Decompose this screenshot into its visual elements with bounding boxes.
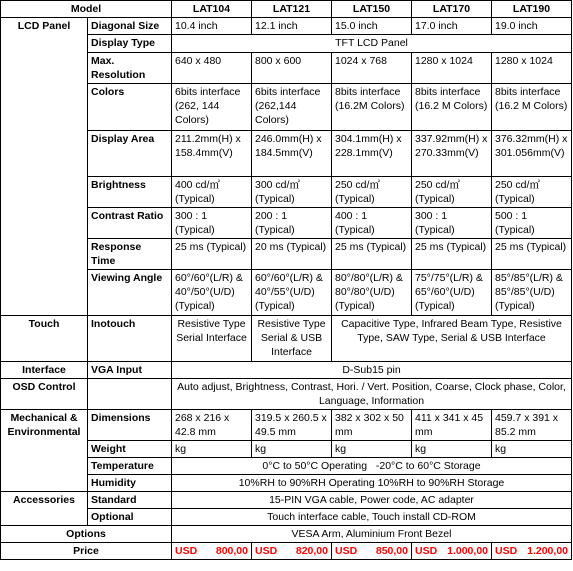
cell-weight-lat150: kg bbox=[332, 441, 412, 458]
header-lat190: LAT190 bbox=[492, 1, 572, 18]
label-weight: Weight bbox=[88, 441, 172, 458]
cell-dimensions-lat104: 268 x 216 x 42.8 mm bbox=[172, 410, 252, 441]
cell-contrast-lat150: 400 : 1 (Typical) bbox=[332, 208, 412, 239]
cell-contrast-lat170: 300 : 1 (Typical) bbox=[412, 208, 492, 239]
price-value-lat190: 1.200,00 bbox=[527, 545, 568, 557]
price-currency: USD bbox=[175, 545, 198, 557]
cell-response-lat190: 25 ms (Typical) bbox=[492, 239, 572, 270]
label-contrast-ratio: Contrast Ratio bbox=[88, 208, 172, 239]
cell-brightness-lat170: 250 cd/㎡ (Typical) bbox=[412, 177, 492, 208]
price-value-lat150: 850,00 bbox=[375, 545, 408, 557]
cell-touch-lat121: Resistive Type Serial & USB Interface bbox=[252, 316, 332, 362]
label-diagonal-size: Diagonal Size bbox=[88, 18, 172, 35]
label-dimensions: Dimensions bbox=[88, 410, 172, 441]
header-lat170: LAT170 bbox=[412, 1, 492, 18]
row-dimensions bbox=[1, 410, 572, 441]
cell-touch-lat150-190: Capacitive Type, Infrared Beam Type, Resistive Type, SAW Type, Serial & USB Interface bbox=[332, 316, 572, 362]
cell-brightness-lat104: 400 cd/㎡ (Typical) bbox=[172, 177, 252, 208]
label-max-resolution: Max. Resolution bbox=[88, 53, 172, 84]
cell-weight-lat121: kg bbox=[252, 441, 332, 458]
label-response-time: Response Time bbox=[88, 239, 172, 270]
cell-brightness-lat150: 250 cd/㎡ (Typical) bbox=[332, 177, 412, 208]
section-interface: Interface bbox=[1, 362, 88, 379]
header-lat121: LAT121 bbox=[252, 1, 332, 18]
cell-resolution-lat170: 1280 x 1024 bbox=[412, 53, 492, 84]
cell-diagonal-lat121: 12.1 inch bbox=[252, 18, 332, 35]
cell-dimensions-lat190: 459.7 x 391 x 85.2 mm bbox=[492, 410, 572, 441]
cell-brightness-lat121: 300 cd/㎡ (Typical) bbox=[252, 177, 332, 208]
cell-response-lat104: 25 ms (Typical) bbox=[172, 239, 252, 270]
price-currency: USD bbox=[495, 545, 518, 557]
cell-resolution-lat121: 800 x 600 bbox=[252, 53, 332, 84]
cell-osd-control: Auto adjust, Brightness, Contrast, Hori. / Vert. Position, Coarse, Clock phase, Color, Language, Information bbox=[172, 379, 572, 410]
cell-contrast-lat104: 300 : 1 (Typical) bbox=[172, 208, 252, 239]
cell-diagonal-lat104: 10.4 inch bbox=[172, 18, 252, 35]
header-model: Model bbox=[1, 1, 172, 18]
section-accessories: Accessories bbox=[1, 492, 88, 526]
section-osd-control: OSD Control bbox=[1, 379, 88, 410]
cell-area-lat121: 246.0mm(H) x 184.5mm(V) bbox=[252, 131, 332, 177]
price-lat150 bbox=[332, 543, 412, 560]
cell-standard: 15-PIN VGA cable, Power code, AC adapter bbox=[172, 492, 572, 509]
cell-diagonal-lat190: 19.0 inch bbox=[492, 18, 572, 35]
label-temperature: Temperature bbox=[88, 458, 172, 475]
label-optional: Optional bbox=[88, 509, 172, 526]
row-options bbox=[1, 526, 572, 543]
section-touch: Touch bbox=[1, 316, 88, 362]
cell-response-lat170: 25 ms (Typical) bbox=[412, 239, 492, 270]
cell-contrast-lat190: 500 : 1 (Typical) bbox=[492, 208, 572, 239]
price-value-lat170: 1.000,00 bbox=[447, 545, 488, 557]
label-osd-empty bbox=[88, 379, 172, 410]
price-lat190 bbox=[492, 543, 572, 560]
cell-vga-input: D-Sub15 pin bbox=[172, 362, 572, 379]
row-interface bbox=[1, 362, 572, 379]
cell-resolution-lat190: 1280 x 1024 bbox=[492, 53, 572, 84]
label-inotouch: Inotouch bbox=[88, 316, 172, 362]
section-price: Price bbox=[1, 543, 172, 560]
cell-viewing-lat170: 75°/75°(L/R) & 65°/60°(U/D)(Typical) bbox=[412, 270, 492, 316]
cell-area-lat104: 211.2mm(H) x 158.4mm(V) bbox=[172, 131, 252, 177]
cell-diagonal-lat150: 15.0 inch bbox=[332, 18, 412, 35]
row-touch bbox=[1, 316, 572, 362]
label-colors: Colors bbox=[88, 84, 172, 131]
price-value-lat104: 800,00 bbox=[215, 545, 248, 557]
cell-humidity: 10%RH to 90%RH Operating 10%RH to 90%RH Storage bbox=[172, 475, 572, 492]
cell-weight-lat104: kg bbox=[172, 441, 252, 458]
label-standard: Standard bbox=[88, 492, 172, 509]
header-row bbox=[1, 1, 572, 18]
cell-resolution-lat104: 640 x 480 bbox=[172, 53, 252, 84]
cell-dimensions-lat170: 411 x 341 x 45 mm bbox=[412, 410, 492, 441]
price-lat170 bbox=[412, 543, 492, 560]
section-options: Options bbox=[1, 526, 172, 543]
cell-dimensions-lat121: 319.5 x 260.5 x 49.5 mm bbox=[252, 410, 332, 441]
cell-weight-lat170: kg bbox=[412, 441, 492, 458]
price-currency: USD bbox=[335, 545, 358, 557]
row-osd-control bbox=[1, 379, 572, 410]
price-value-lat121: 820,00 bbox=[295, 545, 328, 557]
price-lat104 bbox=[172, 543, 252, 560]
price-currency: USD bbox=[255, 545, 278, 557]
row-standard bbox=[1, 492, 572, 509]
row-diagonal-size bbox=[1, 18, 572, 35]
cell-touch-lat104: Resistive Type Serial Interface bbox=[172, 316, 252, 362]
section-mechanical: Mechanical & Environmental bbox=[1, 410, 88, 492]
price-lat121 bbox=[252, 543, 332, 560]
cell-diagonal-lat170: 17.0 inch bbox=[412, 18, 492, 35]
header-lat150: LAT150 bbox=[332, 1, 412, 18]
cell-viewing-lat121: 60°/60°(L/R) & 40°/55°(U/D)(Typical) bbox=[252, 270, 332, 316]
label-humidity: Humidity bbox=[88, 475, 172, 492]
cell-temperature: 0°C to 50°C Operating -20°C to 60°C Storage bbox=[172, 458, 572, 475]
label-vga-input: VGA Input bbox=[88, 362, 172, 379]
cell-display-type: TFT LCD Panel bbox=[172, 35, 572, 53]
cell-viewing-lat104: 60°/60°(L/R) & 40°/50°(U/D)(Typical) bbox=[172, 270, 252, 316]
cell-contrast-lat121: 200 : 1 (Typical) bbox=[252, 208, 332, 239]
cell-colors-lat190: 8bits interface (16.2 M Colors) bbox=[492, 84, 572, 131]
header-lat104: LAT104 bbox=[172, 1, 252, 18]
cell-area-lat190: 376.32mm(H) x 301.056mm(V) bbox=[492, 131, 572, 177]
cell-response-lat121: 20 ms (Typical) bbox=[252, 239, 332, 270]
cell-viewing-lat190: 85°/85°(L/R) & 85°/85°(U/D)(Typical) bbox=[492, 270, 572, 316]
label-display-area: Display Area bbox=[88, 131, 172, 177]
cell-colors-lat121: 6bits interface (262,144 Colors) bbox=[252, 84, 332, 131]
price-currency: USD bbox=[415, 545, 438, 557]
cell-area-lat170: 337.92mm(H) x 270.33mm(V) bbox=[412, 131, 492, 177]
label-brightness: Brightness bbox=[88, 177, 172, 208]
cell-weight-lat190: kg bbox=[492, 441, 572, 458]
cell-colors-lat150: 8bits interface (16.2M Colors) bbox=[332, 84, 412, 131]
cell-resolution-lat150: 1024 x 768 bbox=[332, 53, 412, 84]
cell-dimensions-lat150: 382 x 302 x 50 mm bbox=[332, 410, 412, 441]
label-viewing-angle: Viewing Angle bbox=[88, 270, 172, 316]
label-display-type: Display Type bbox=[88, 35, 172, 53]
cell-colors-lat104: 6bits interface (262, 144 Colors) bbox=[172, 84, 252, 131]
cell-optional: Touch interface cable, Touch install CD-ROM bbox=[172, 509, 572, 526]
cell-brightness-lat190: 250 cd/㎡ (Typical) bbox=[492, 177, 572, 208]
cell-response-lat150: 25 ms (Typical) bbox=[332, 239, 412, 270]
row-price bbox=[1, 543, 572, 560]
cell-viewing-lat150: 80°/80°(L/R) & 80°/80°(U/D)(Typical) bbox=[332, 270, 412, 316]
cell-options: VESA Arm, Aluminium Front Bezel bbox=[172, 526, 572, 543]
section-lcd-panel: LCD Panel bbox=[1, 18, 88, 316]
cell-area-lat150: 304.1mm(H) x 228.1mm(V) bbox=[332, 131, 412, 177]
cell-colors-lat170: 8bits interface (16.2 M Colors) bbox=[412, 84, 492, 131]
